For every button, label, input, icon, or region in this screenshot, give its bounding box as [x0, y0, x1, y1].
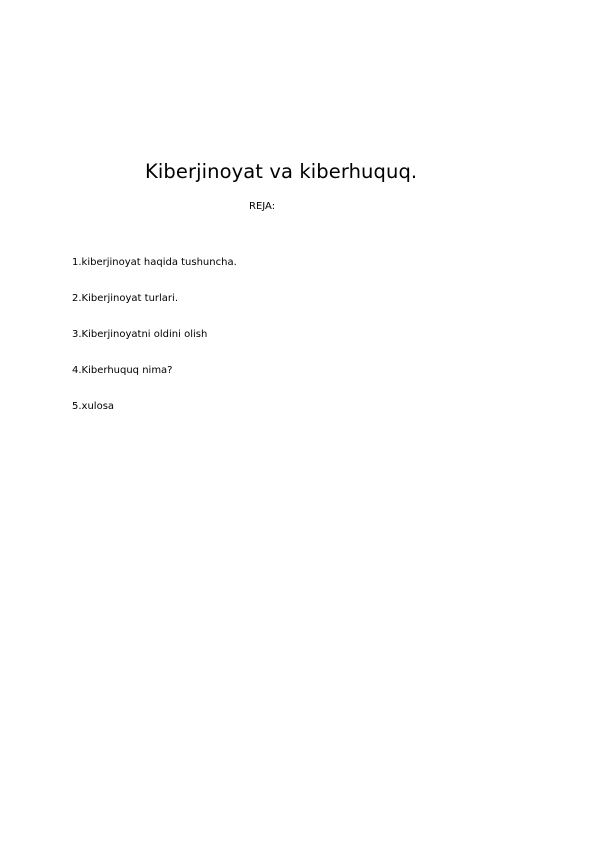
plan-list — [72, 256, 237, 436]
plan-item-5: 5.xulosa — [72, 401, 115, 412]
plan-item-2: 2.Kiberjinoyat turlari. — [72, 293, 178, 304]
plan-item-4: 4.Kiberhuquq nima? — [72, 365, 173, 376]
plan-heading: REJA: — [249, 201, 276, 212]
document-title: Kiberjinoyat va kiberhuquq. — [145, 160, 418, 183]
plan-item-3: 3.Kiberjinoyatni oldini olish — [72, 329, 208, 340]
plan-item-1: 1.kiberjinoyat haqida tushuncha. — [72, 257, 237, 268]
